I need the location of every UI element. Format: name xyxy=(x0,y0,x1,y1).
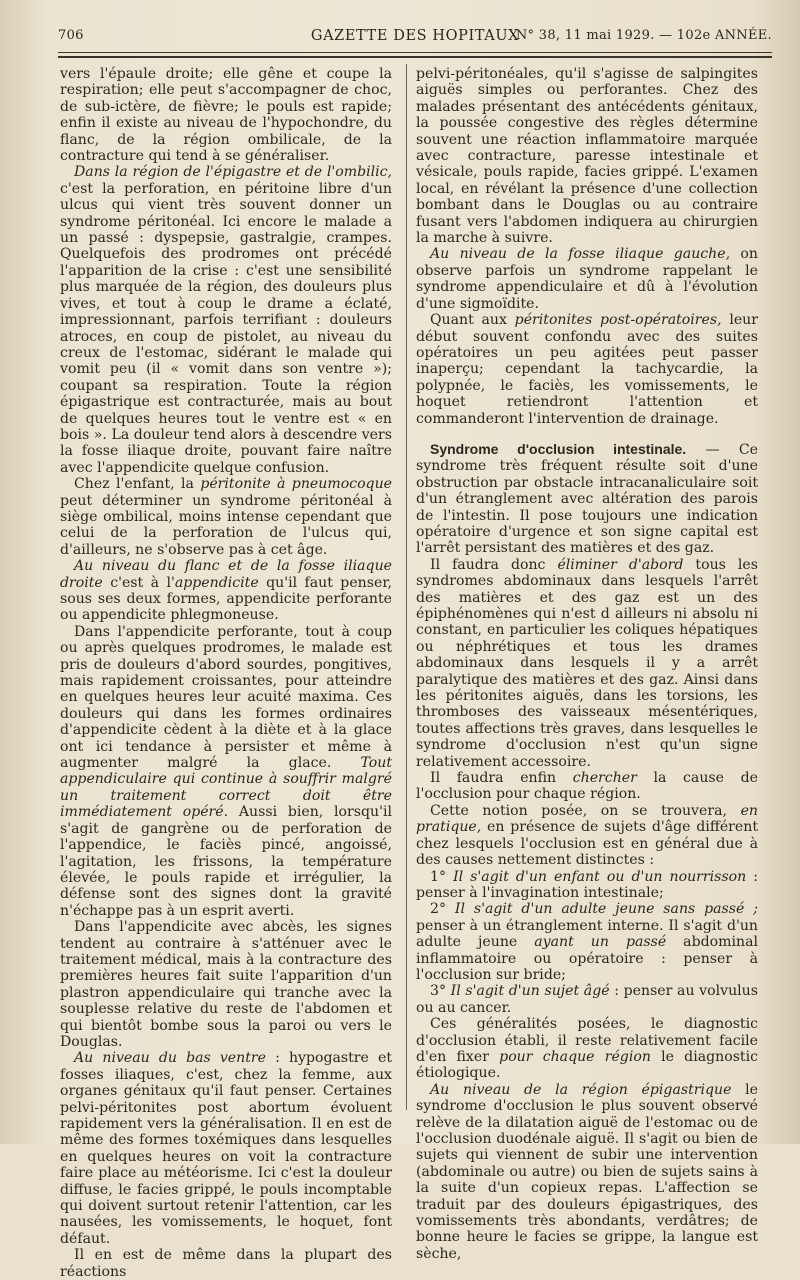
column-divider xyxy=(406,64,407,1110)
paragraph: Il en est de même dans la plupart des réactions xyxy=(60,1247,392,1280)
emphasis: appendicite xyxy=(174,574,259,591)
paragraph-text: tous les syndromes abdominaux dans lesquels l'arrêt des matières et des gaz est un des épiphénomènes qui n'est d ailleurs ni absolu ni constant, en particulier les coliques hépatiques ou néphrétiques et tous les drames abdominaux dans lesquels il y a arrêt paralytique des matières et des gaz. Ainsi dans les péritonites aiguës, dans les torsions, les thromboses des vaisseaux mésentériques, toutes affections très graves, dans lesquelles le syndrome d'occlusion n'est qu'un signe relativement accessoire. xyxy=(416,556,758,770)
enumerated-item xyxy=(416,983,758,1016)
paragraph-text: Ces généralités posées, le diagnostic d'occlusion établi, il reste relativement facile d'en fixer xyxy=(416,1016,758,1065)
section-paragraph xyxy=(416,441,758,557)
right-column xyxy=(416,66,758,1262)
paragraph: pelvi-péritonéales, qu'il s'agisse de salpingites aiguës simples ou perforantes. Chez des malades présentant des antécédents génitaux, la poussée congestive des règles détermine souvent une réaction inflammatoire marquée avec contracture, paresse intestinale et vésicale, pouls rapide, facies grippé. L'examen local, en révélant la présence d'une collection bombant dans le Douglas ou au contraire fusant vers l'abdomen indiquera au chirurgien la marche à suivre. xyxy=(416,66,758,247)
issue-info: N° 38, 11 mai 1929. — 102e ANNÉE. xyxy=(515,28,772,43)
paragraph xyxy=(60,164,392,476)
item-number: 2° xyxy=(430,901,455,918)
emphasis: chercher xyxy=(572,770,637,787)
paragraph-text: qu'il faut penser, sous ses deux formes, appendicite perforante ou appendicite phlegmoneuse. xyxy=(60,574,392,624)
paragraph-text: Aussi bien, lorsqu'il s'agit de gangrène ou de perforation de l'appendice, le faciès pincé, angoissé, l'agitation, les frissons, la température élevée, le pouls rapide et irrégulier, la défense sont des signes dont la gravité n'échappe pas à un esprit averti. xyxy=(60,804,392,919)
paragraph-text: c'est à l' xyxy=(102,574,175,591)
paragraph xyxy=(416,770,758,803)
paragraph-text: Cette notion posée, on se trouvera, xyxy=(430,802,741,819)
paragraph xyxy=(416,246,758,312)
paragraph-text: peut déterminer un syndrome péritonéal à siège ombilical, moins intense cependant que celui de la perforation de l'ulcus qui, d'ailleurs, ne s'observe pas à cet âge. xyxy=(60,492,392,558)
paragraph-text: : penser à l'invagination intestinale; xyxy=(416,868,758,901)
paragraph xyxy=(60,1050,392,1247)
paragraph-text: c'est la perforation, en péritoine libre d'un ulcus qui vient très souvent donner un syndrome péritonéal. Ici encore le malade a un passé : dyspepsie, gastralgie, crampes. Quelquefois des prodromes ont précédé l'apparition de la crise : c'est une sensibilité plus marquée de la région, des douleurs plus vives, et tout à coup le drame a éclaté, impressionnant, parfois terrifiant : douleurs atroces, en coup de pistolet, au niveau du creux de l'estomac, sidérant le malade qui vomit peu (il « vomit dans son ventre »); coupant sa respiration. Toute la région épigastrique est contracturée, mais au bout de quelques heures tout le ventre est « en bois ». La douleur tend alors à descendre vers la fosse iliaque droite, pouvant faire naître avec l'appendicite quelque confusion. xyxy=(60,180,392,476)
paragraph xyxy=(60,558,392,624)
enumerated-item xyxy=(416,901,758,983)
emphasis: pour chaque région xyxy=(499,1048,651,1065)
left-column xyxy=(60,66,392,1280)
enumerated-item xyxy=(416,869,758,902)
paragraph xyxy=(60,476,392,558)
paragraph-text: la cause de l'occlusion pour chaque région. xyxy=(416,770,758,803)
paragraph-text: abdominal inflammatoire ou opératoire : penser à l'occlusion sur bride; xyxy=(416,934,758,983)
item-number: 3° xyxy=(430,983,451,1000)
emphasis: Il s'agit d'un enfant ou d'un nourrisson xyxy=(453,868,747,885)
emphasis: en pratique, xyxy=(416,802,758,836)
paragraph-text: Dans l'appendicite perforante, tout à coup ou après quelques prodromes, le malade est pris de douleurs d'abord sourdes, pongitives, mais rapidement croissantes, pour atteindre en quelques heures leur acuité maxima. Ces douleurs qui dans les formes ordinaires d'appendicite cèdent à la diète et à la glace ont ici tendance à persister et même à augmenter malgré la glace. xyxy=(60,623,392,772)
paragraph-text: le diagnostic étiologique. xyxy=(416,1048,758,1082)
paragraph xyxy=(60,624,392,919)
header-rule xyxy=(58,52,772,53)
item-number: 1° xyxy=(430,868,454,885)
subheading: Au niveau du bas ventre xyxy=(74,1050,266,1067)
paragraph-text: penser à un étranglement interne. Il s'agit d'un adulte jeune xyxy=(416,917,758,951)
paragraph-text: le syndrome d'occlusion le plus souvent observé relève de la dilatation aiguë de l'estomac ou de l'occlusion duodénale aiguë. Il s'agit ou bien de sujets qui viennent de subir une intervention (abdominale ou autre) ou bien de sujets sains à la suite d'un copieux repas. L'affection se traduit par des douleurs épigastriques, des vomissements très abondants, verdâtres; de bonne heure le facies se grippe, la langue est sèche, xyxy=(416,1081,758,1262)
paragraph: vers l'épaule droite; elle gêne et coupe la respiration; elle peut s'accompagner de choc, de sub-ictère, de fièvre; le pouls est rapide; enfin il existe au niveau de l'hypochondre, du flanc, de la région ombilicale, de la contracture qui tend à se généraliser. xyxy=(60,66,392,165)
page-header xyxy=(58,28,772,50)
subheading: Au niveau de la fosse iliaque gauche, xyxy=(430,246,731,263)
journal-title: GAZETTE DES HOPITAUX xyxy=(310,28,520,44)
paragraph-text: Il faudra donc xyxy=(430,556,558,573)
page-number: 706 xyxy=(58,28,84,43)
paragraph-text: : hypogastre et fosses iliaques, c'est, chez la femme, aux organes génitaux qu'il faut penser. Certaines pelvi-péritonites post abortum évoluent rapidement vers la généralisation. Il en est de même des formes toxémiques dans lesquelles en quelques heures on voit la contracture faire place au météorisme. Ici c'est la douleur diffuse, le facies grippé, le pouls incomptable qui doivent surtout retenir l'attention, car les nausées, les vomissements, le hoquet, font défaut. xyxy=(60,1050,393,1247)
paragraph: Dans l'appendicite avec abcès, les signes tendent au contraire à s'atténuer avec le traitement médical, mais à la contracture des premières heures fait suite l'apparition d'un plastron appendiculaire qui tranche avec la souplesse relative du reste de l'abdomen et qui bientôt bombe sous la paroi ou vers le Douglas. xyxy=(60,919,392,1050)
paragraph-text: : penser au volvulus ou au cancer. xyxy=(416,983,758,1016)
emphasis: péritonites post-opératoires, xyxy=(514,312,722,329)
emphasis: péritonite à pneumocoque xyxy=(200,476,392,493)
emphasis: Il s'agit d'un sujet âgé xyxy=(450,983,610,1000)
paragraph-text: — Ce syndrome très fréquent résulte soit d'une obstruction par obstacle intracanaliculaire soit d'un étranglement avec altération des parois de l'intestin. Il pose toujours une indication opératoire d'urgence et son signe capital est l'arrêt persistant des matières et des gaz. xyxy=(416,441,758,557)
paragraph-text: Il faudra enfin xyxy=(430,770,573,787)
emphasis: ayant un passé xyxy=(534,934,667,951)
emphasis: Tout appendiculaire qui continue à souffrir malgré un traitement correct doit être immédiatement opéré. xyxy=(60,755,392,821)
paragraph-text: on observe parfois un syndrome rappelant le syndrome appendiculaire et dû à l'évolution d'une sigmoïdite. xyxy=(416,246,758,312)
header-rule-thick xyxy=(58,56,772,58)
subheading: Au niveau de la région épigastrique xyxy=(430,1081,732,1098)
paragraph xyxy=(416,803,758,869)
subheading: Dans la région de l'épigastre et de l'ombilic, xyxy=(74,164,392,181)
section-heading: Syndrome d'occlusion intestinale. xyxy=(430,440,687,457)
paragraph xyxy=(416,557,758,770)
subheading: Au niveau du flanc et de la fosse iliaque droite xyxy=(60,558,392,591)
paragraph-text: en présence de sujets d'âge différent chez lesquels l'occlusion est en général due à des causes nettement distinctes : xyxy=(416,819,758,869)
paragraph xyxy=(416,1016,758,1082)
emphasis: Il s'agit d'un adulte jeune sans passé ; xyxy=(454,901,758,918)
paragraph xyxy=(416,1082,758,1262)
emphasis: éliminer d'abord xyxy=(557,556,684,573)
paragraph xyxy=(416,312,758,427)
paragraph-text: leur début souvent confondu avec des suites opératoires un peu agitées peut passer inaperçu; cependant la tachycardie, la polypnée, le faciès, les vomissements, le hoquet retiendront l'attention et commanderont l'intervention de drainage. xyxy=(416,312,758,427)
paragraph-text: Chez l'enfant, la xyxy=(74,476,201,493)
paragraph-text: Quant aux xyxy=(430,312,515,329)
